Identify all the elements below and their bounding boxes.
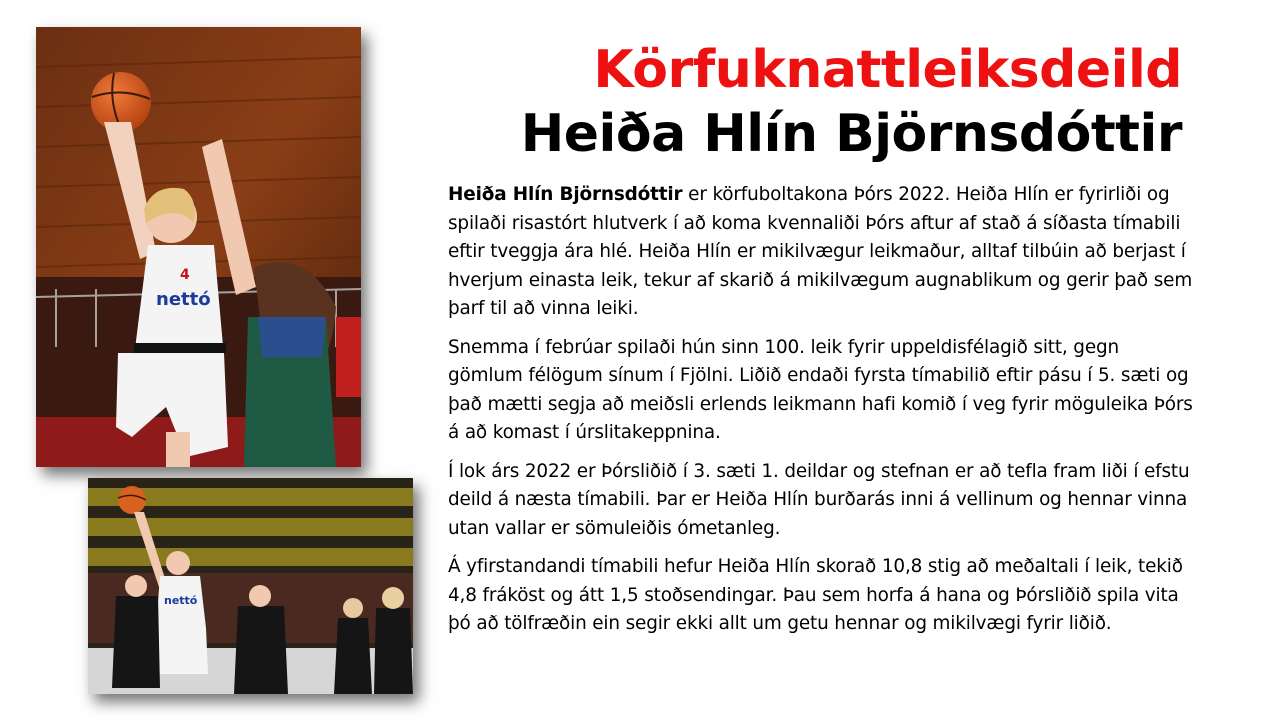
player-name-title: Heiða Hlín Björnsdóttir xyxy=(520,104,1182,164)
paragraph-4: Á yfirstandandi tímabili hefur Heiða Hlín skorað 10,8 stig að meðaltali í leik, tekið 4,8 fráköst og átt 1,5 stoðsendingar. Þau sem horfa á hana og Þórsliðið spila vita þó að tölfræðin ein segir ekki allt um getu hennar og mikilvægi fyrir liðið. xyxy=(448,556,1183,634)
secondary-photo xyxy=(88,478,413,694)
paragraph-1-name: Heiða Hlín Björnsdóttir xyxy=(448,184,683,205)
main-jersey-number: 4 xyxy=(180,267,190,283)
article-body xyxy=(448,181,1194,649)
paragraph-1 xyxy=(448,181,1194,324)
paragraph-2: Snemma í febrúar spilaði hún sinn 100. leik fyrir uppeldisfélagið sitt, gegn gömlum félögum sínum í Fjölni. Liðið endaði fyrsta tímabilið eftir pásu í 5. sæti og það mætti segja að meiðsli erlends leikmann hafi komið í veg fyrir möguleika Þórs á að komast í úrslitakeppnina. xyxy=(448,336,1193,443)
department-title: Körfuknattleiksdeild xyxy=(593,40,1182,100)
main-jersey-logo: nettó xyxy=(156,289,211,310)
paragraph-3: Í lok árs 2022 er Þórsliðið í 3. sæti 1. deildar og stefnan er að tefla fram liði í efstu deild á næsta tímabili. Þar er Heiða Hlín burðarás inni á vellinum og hennar vinna utan vallar er sömuleiðis ómetanleg. xyxy=(448,460,1190,539)
secondary-photo-illustration xyxy=(88,478,413,694)
main-photo-illustration xyxy=(36,27,361,467)
paragraph-1-text: er körfuboltakona Þórs 2022. Heiða Hlín er fyrirliði og spilaði risastórt hlutverk í að koma kvennaliði Þórs aftur af stað á síðasta tímabili eftir tveggja ára hlé. Heiða Hlín er mikilvægur leikmaður, alltaf tilbúin að berjast í hverjum einasta leik, tekur af skarið á mikilvægum augnablikum og gerir það sem þarf til að vinna leiki. xyxy=(448,184,1193,319)
secondary-jersey-logo: nettó xyxy=(164,594,198,607)
main-photo xyxy=(36,27,361,467)
